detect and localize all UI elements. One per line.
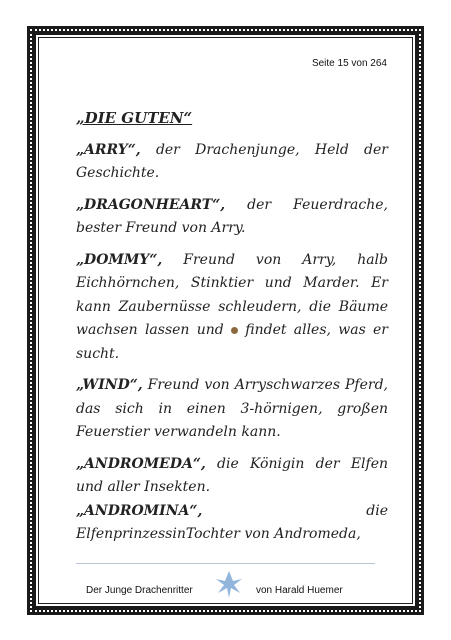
character-description: die ElfenprinzessinTochter von Andromeda, bbox=[76, 502, 388, 542]
character-name: „ARRY“, bbox=[76, 141, 141, 158]
page-number: Seite 15 von 264 bbox=[311, 58, 387, 69]
character-description: Freund von Arry, halb Eichhörnchen, Stinktier und Marder. Er kann Zaubernüsse schleudern, die Bäume wachsen lassen und bbox=[76, 251, 388, 338]
character-name: „DOMMY“, bbox=[76, 251, 163, 268]
stray-mark-icon bbox=[231, 327, 238, 334]
page-content bbox=[76, 107, 388, 555]
character-entry-dommy bbox=[76, 249, 388, 367]
character-description: der Feuerdrache, bester Freund von Arry. bbox=[76, 196, 388, 236]
character-description: Freund von Arryschwarzes Pferd, das sich in einen 3-hörnigen, großen Feuerstier verwandeln kann. bbox=[76, 377, 388, 440]
character-description: die Königin der Elfen und aller Insekten. bbox=[76, 455, 388, 495]
footer-divider bbox=[76, 563, 375, 564]
character-name: „ANDROMINA“, bbox=[76, 502, 203, 519]
character-entry-wind bbox=[76, 374, 388, 445]
character-entry-andromeda bbox=[76, 453, 388, 500]
footer-author: von Harald Huemer bbox=[256, 585, 343, 596]
ornamental-border bbox=[27, 26, 424, 615]
character-description: der Drachenjunge, Held der Geschichte. bbox=[76, 141, 388, 181]
dragon-rider-logo-icon bbox=[212, 567, 246, 601]
character-entry-dragonheart bbox=[76, 194, 388, 241]
character-entry-andromina bbox=[76, 500, 388, 547]
character-description-cont: findet alles, was er sucht. bbox=[76, 322, 389, 362]
section-heading: „DIE GUTEN“ bbox=[76, 109, 193, 127]
character-name: „DRAGONHEART“, bbox=[76, 196, 226, 213]
character-entry-arry bbox=[76, 139, 388, 186]
character-name: „ANDROMEDA“, bbox=[76, 455, 206, 472]
footer-book-title: Der Junge Drachenritter bbox=[86, 585, 193, 596]
character-name: „WIND“, bbox=[76, 377, 143, 393]
page-footer bbox=[36, 581, 415, 601]
